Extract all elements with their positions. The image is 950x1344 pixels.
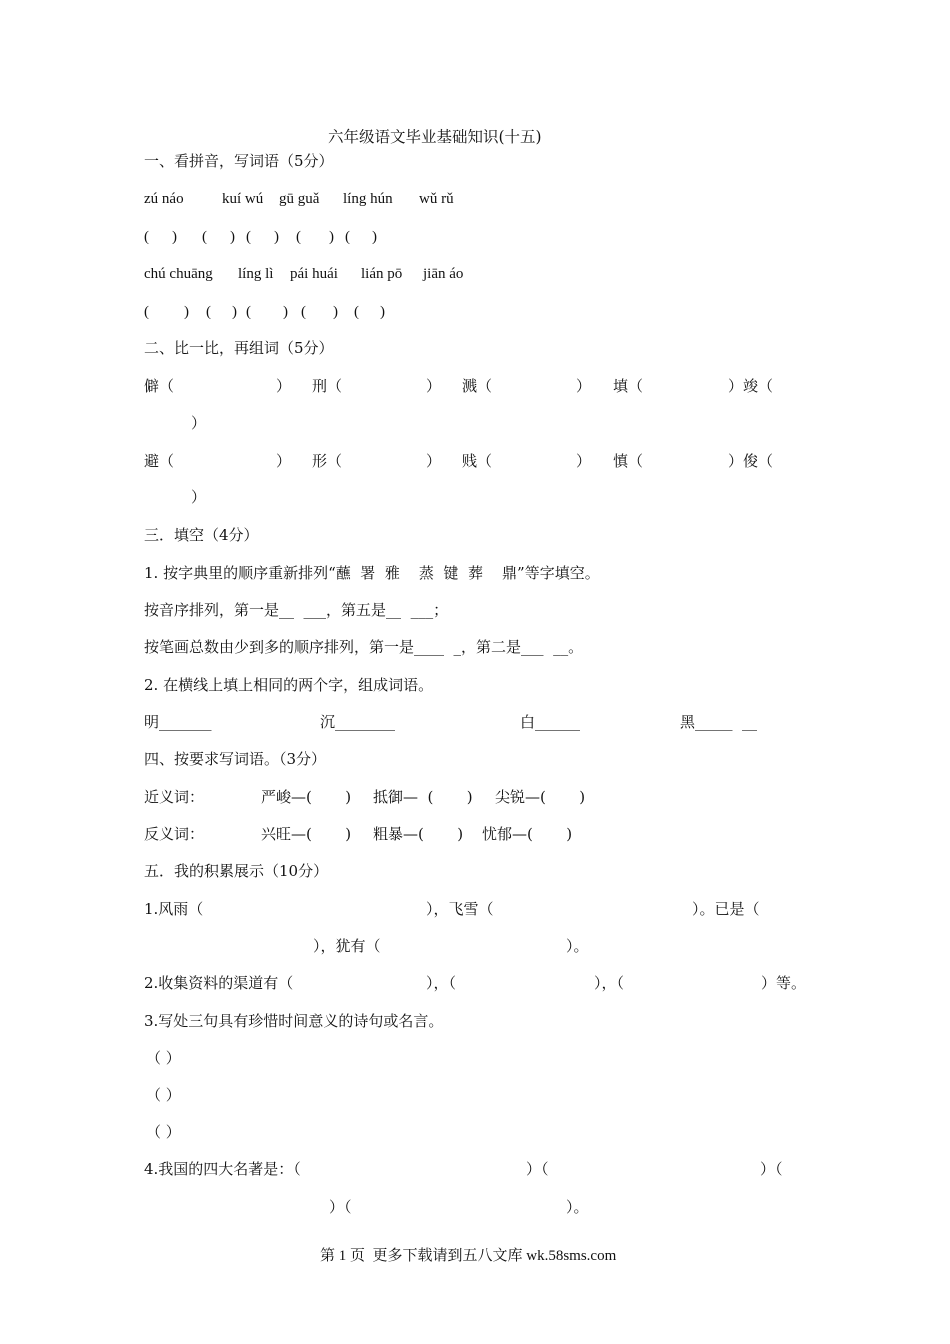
fill-word: 明_______ xyxy=(144,713,212,731)
page-footer: 第 1 页 更多下载请到五八文库 wk.58sms.com xyxy=(320,1248,617,1264)
compare-item: 僻（ xyxy=(144,377,175,395)
compare-item: 慎（ xyxy=(613,452,644,470)
poem-fill: ），飞雪（ xyxy=(426,900,494,918)
fill-word: 黑_____ __ xyxy=(680,713,758,731)
answer-line: （ ） xyxy=(146,1049,181,1067)
compare-item: ）俊（ xyxy=(728,452,774,470)
answer-blank: ( xyxy=(246,304,251,320)
answer-blank: ) xyxy=(232,304,237,320)
answer-line: （ ） xyxy=(146,1123,181,1141)
answer-blank: ( xyxy=(246,229,251,245)
answer-blank: ( xyxy=(296,229,301,245)
compare-item: 形（ xyxy=(312,452,343,470)
antonym-item: 忧郁—( ) xyxy=(482,825,573,843)
answer-blank: ) xyxy=(230,229,235,245)
answer-blank: ) xyxy=(172,229,177,245)
section-2-heading: 二、比一比，再组词（5分） xyxy=(144,339,334,357)
question-text: ）（ xyxy=(760,1160,783,1178)
compare-item: ） xyxy=(426,377,442,395)
answer-blank: ( xyxy=(345,229,350,245)
compare-item: 避（ xyxy=(144,452,175,470)
compare-item: 刑（ xyxy=(312,377,343,395)
answer-blank: ( xyxy=(206,304,211,320)
question-text: 按音序排列，第一是__ ___，第五是__ ___； xyxy=(144,601,449,619)
question-text: ）。 xyxy=(566,1198,589,1216)
poem-fill: ）。已是（ xyxy=(692,900,760,918)
synonym-item: 抵御— ( ) xyxy=(373,788,473,806)
antonym-item: 兴旺—( ) xyxy=(261,825,352,843)
question-text: ）（ xyxy=(329,1198,352,1216)
pinyin-item: kuí wú xyxy=(222,191,264,207)
answer-blank: ) xyxy=(329,229,334,245)
pinyin-item: pái huái xyxy=(290,266,338,282)
question-text: 按笔画总数由少到多的顺序排列，第一是____ _，第二是___ __。 xyxy=(144,638,584,656)
question-text: ），（ xyxy=(426,974,457,992)
poem-fill: 1.风雨（ xyxy=(144,900,204,918)
antonym-label: 反义词： xyxy=(144,825,205,843)
section-5-heading: 五．我的积累展示（10分） xyxy=(144,862,329,880)
pinyin-item: líng lì xyxy=(238,266,274,282)
compare-item: ） xyxy=(191,488,207,506)
compare-item: ） xyxy=(191,414,207,432)
synonym-item: 尖锐—( ) xyxy=(495,788,586,806)
answer-blank: ) xyxy=(380,304,385,320)
compare-item: 填（ xyxy=(613,377,644,395)
answer-blank: ) xyxy=(283,304,288,320)
answer-blank: ) xyxy=(333,304,338,320)
question-text: ）等。 xyxy=(761,974,807,992)
compare-item: ） xyxy=(276,452,292,470)
poem-fill: ）。 xyxy=(566,937,589,955)
compare-item: ） xyxy=(576,452,592,470)
answer-blank: ( xyxy=(354,304,359,320)
antonym-item: 粗暴—( ) xyxy=(373,825,464,843)
pinyin-item: lián pō xyxy=(361,266,403,282)
answer-blank: ( xyxy=(202,229,207,245)
fill-word: 沉________ xyxy=(320,713,396,731)
section-3-heading: 三．填空（4分） xyxy=(144,526,259,544)
page-title: 六年级语文毕业基础知识(十五) xyxy=(328,128,542,146)
fill-word: 白______ xyxy=(520,713,581,731)
answer-blank: ( xyxy=(144,304,149,320)
synonym-label: 近义词： xyxy=(144,788,205,806)
compare-item: 溅（ xyxy=(462,377,493,395)
pinyin-item: líng hún xyxy=(343,191,393,207)
question-text: 4.我国的四大名著是：（ xyxy=(144,1160,301,1178)
answer-blank: ) xyxy=(274,229,279,245)
answer-blank: ) xyxy=(184,304,189,320)
compare-item: 贱（ xyxy=(462,452,493,470)
question-text: ）（ xyxy=(526,1160,549,1178)
compare-item: ） xyxy=(426,452,442,470)
synonym-item: 严峻—( ) xyxy=(261,788,352,806)
section-4-heading: 四、按要求写词语。（3分） xyxy=(144,750,327,768)
compare-item: ） xyxy=(276,377,292,395)
pinyin-item: gū guǎ xyxy=(279,191,320,207)
question-text: ），（ xyxy=(594,974,625,992)
question-text: 3.写处三句具有珍惜时间意义的诗句或名言。 xyxy=(144,1012,444,1030)
compare-item: ） xyxy=(576,377,592,395)
pinyin-item: wǔ rǔ xyxy=(419,191,454,207)
question-text: 2.收集资料的渠道有（ xyxy=(144,974,294,992)
answer-blank: ( xyxy=(301,304,306,320)
compare-item: ）竣（ xyxy=(728,377,774,395)
pinyin-item: zú náo xyxy=(144,191,184,207)
pinyin-item: jiān áo xyxy=(423,266,464,282)
question-text: 2. 在横线上填上相同的两个字，组成词语。 xyxy=(144,676,434,694)
answer-blank: ( xyxy=(144,229,149,245)
section-1-heading: 一、看拼音，写词语（5分） xyxy=(144,152,334,170)
question-text: 1. 按字典里的顺序重新排列“蘸 署 雅 蒸 键 葬 鼎”等字填空。 xyxy=(144,564,600,582)
pinyin-item: chú chuāng xyxy=(144,266,213,282)
answer-line: （ ） xyxy=(146,1086,181,1104)
poem-fill: ），犹有（ xyxy=(313,937,381,955)
answer-blank: ) xyxy=(372,229,377,245)
